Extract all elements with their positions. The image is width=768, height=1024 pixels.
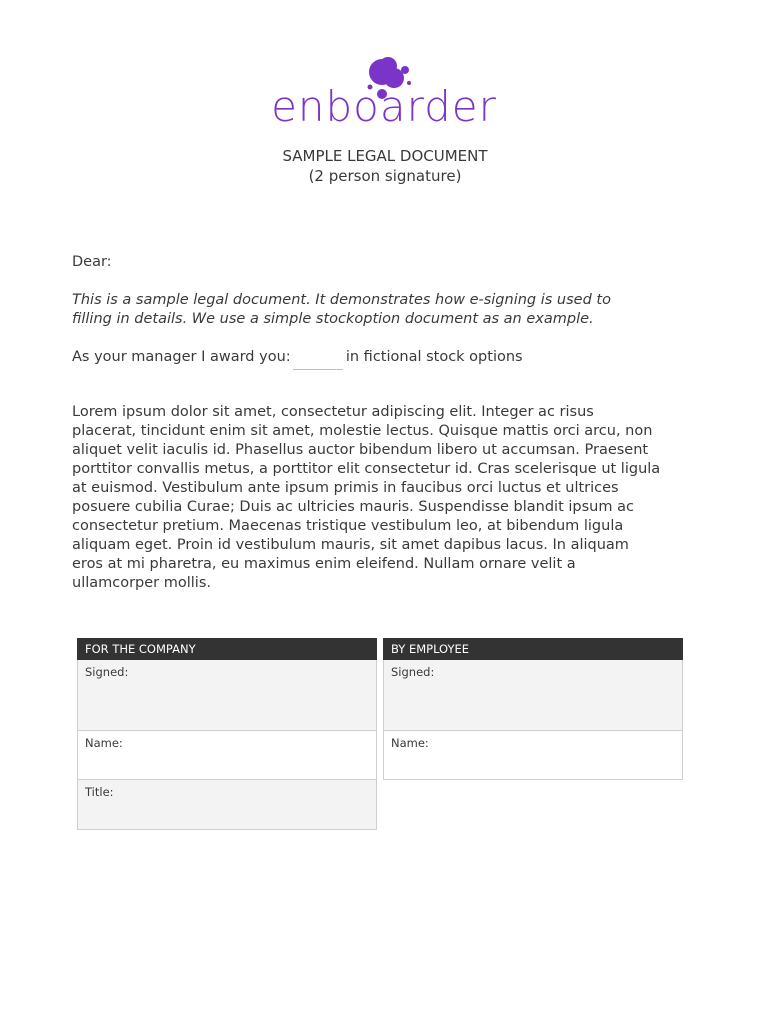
title-line-2: (2 person signature) [308,167,462,185]
salutation: Dear: [72,254,112,270]
award-sentence [72,347,523,370]
company-header: FOR THE COMPANY [77,638,377,660]
employee-name-field[interactable] [383,731,683,780]
company-signed-field[interactable] [77,660,377,731]
employee-name-label: Name: [391,736,429,750]
company-signature-block [77,638,377,830]
body-paragraph: Lorem ipsum dolor sit amet, consectetur adipiscing elit. Integer ac risus placerat, tincidunt enim sit amet, molestie lectus. Quisque mattis orci arcu, non aliquet velit iaculis id. Phasellus auctor bibendum libero ut accumsan. Praesent porttitor convallis metus, a porttitor elit consectetur id. Cras scelerisque ut ligula at euismod. Vestibulum ante ipsum primis in faucibus orci luctus et ultrices posuere cubilia Curae; Duis ac ultricies mauris. Suspendisse blandit ipsum ac consectetur pretium. Maecenas tristique vestibulum leo, at bibendum ligula aliquam eget. Proin id vestibulum mauris, sit amet dapibus lacus. In aliquam eros at mi pharetra, eu maximus enim eleifend. Nullam ornare velit a ullamcorper mollis. [72,404,661,591]
employee-signed-label: Signed: [391,665,435,679]
award-suffix: in fictional stock options [345,349,523,365]
company-title-field[interactable] [77,780,377,830]
intro-paragraph: This is a sample legal document. It demonstrates how e-signing is used to filling in details. We use a simple stockoption document as an example. [72,292,611,327]
document-title [0,146,768,186]
award-prefix: As your manager I award you: [72,349,291,365]
stock-options-field[interactable] [293,347,343,370]
company-signed-label: Signed: [85,665,129,679]
company-name-field[interactable] [77,731,377,780]
title-line-1: SAMPLE LEGAL DOCUMENT [282,147,488,165]
employee-header: BY EMPLOYEE [383,638,683,660]
employee-signature-block [383,638,683,780]
company-title-label: Title: [85,785,114,799]
company-name-label: Name: [85,736,123,750]
employee-signed-field[interactable] [383,660,683,731]
brand-name: enboarder [271,82,497,131]
